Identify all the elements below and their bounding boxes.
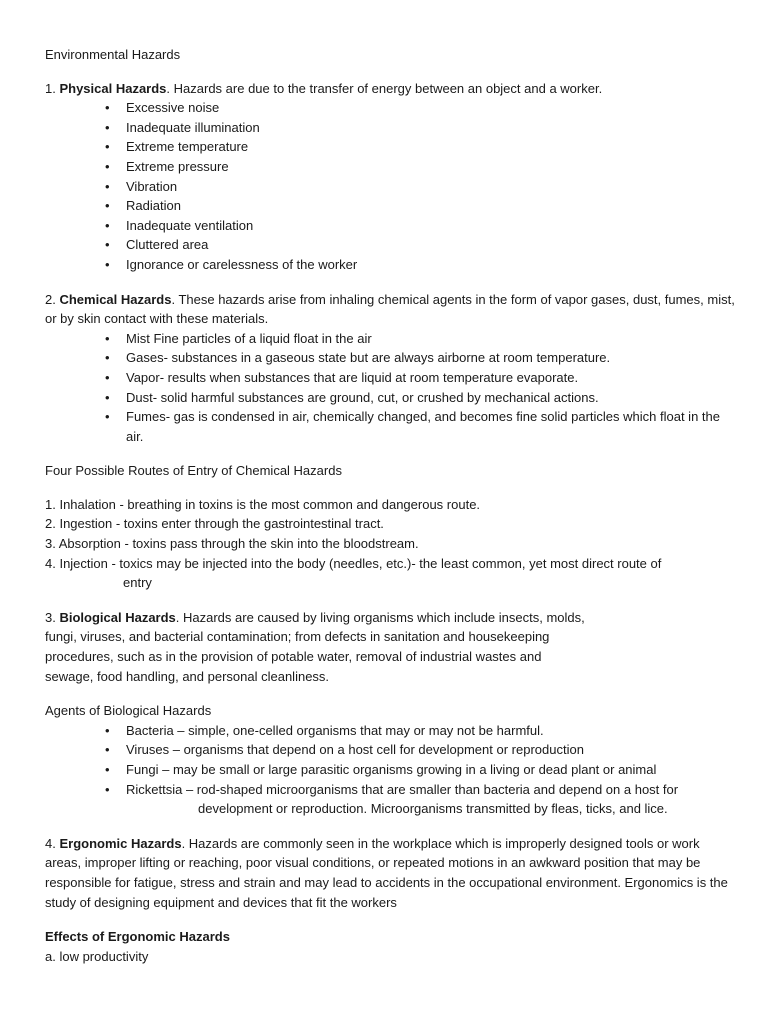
- route-item: 3. Absorption - toxins pass through the skin into the bloodstream.: [45, 536, 419, 552]
- route-item: 2. Ingestion - toxins enter through the gastrointestinal tract.: [45, 516, 384, 532]
- list-item: • Ignorance or carelessness of the worker: [126, 255, 735, 275]
- physical-number: 1.: [45, 80, 56, 96]
- list-item: • Extreme temperature: [126, 137, 735, 157]
- list-item-text: Rickettsia – rod-shaped microorganisms that are smaller than bacteria and depend on a host for: [126, 781, 679, 797]
- list-item: • Inadequate illumination: [126, 118, 735, 138]
- ergonomic-number: 4.: [45, 835, 56, 851]
- document-page: [45, 45, 735, 966]
- list-item: • Radiation: [126, 196, 735, 216]
- list-item: [126, 780, 735, 819]
- biological-hazards-desc: . Hazards are caused by living organisms which include insects, molds, fungi, viruses, and bacterial contamination; from defects in sanitation and housekeeping procedures, such as in the provision of potable water, removal of industrial wastes and sewage, food handling, and personal cleanliness.: [45, 609, 585, 684]
- effect-item: a. low productivity: [45, 948, 149, 964]
- list-item: • Dust- solid harmful substances are ground, cut, or crushed by mechanical actions.: [126, 388, 735, 408]
- list-item: • Gases- substances in a gaseous state but are always airborne at room temperature.: [126, 348, 735, 368]
- biological-hazards-title: Biological Hazards: [59, 609, 176, 625]
- chemical-hazards-list: [45, 329, 735, 447]
- chemical-hazards-desc: . These hazards arise from inhaling chemical agents in the form of vapor gases, dust, fumes, mist, or by skin contact with these materials.: [45, 291, 735, 327]
- biological-hazards-intro: [45, 608, 585, 686]
- physical-hazards-list: [45, 98, 735, 274]
- list-item: • Excessive noise: [126, 98, 735, 118]
- chemical-hazards-intro: [45, 290, 735, 329]
- document-title: Environmental Hazards: [45, 47, 181, 62]
- route-item: 1. Inhalation - breathing in toxins is the most common and dangerous route.: [45, 496, 481, 512]
- list-item: • Inadequate ventilation: [126, 216, 735, 236]
- list-item: • Viruses – organisms that depend on a host cell for development or reproduction: [126, 740, 735, 760]
- biological-agents-heading: Agents of Biological Hazards: [45, 703, 212, 719]
- ergonomic-hazards-title: Ergonomic Hazards: [59, 835, 182, 851]
- route-item: [45, 554, 735, 593]
- list-item: • Extreme pressure: [126, 157, 735, 177]
- list-item: • Bacteria – simple, one-celled organisms that may or may not be harmful.: [126, 721, 735, 741]
- effects-heading: Effects of Ergonomic Hazards: [45, 929, 230, 945]
- list-item-continuation: development or reproduction. Microorganisms transmitted by fleas, ticks, and lice.: [198, 801, 668, 817]
- biological-agents-list: [45, 721, 735, 819]
- physical-hazards-title: Physical Hazards: [59, 80, 167, 96]
- chemical-hazards-title: Chemical Hazards: [59, 291, 172, 307]
- list-item: • Mist Fine particles of a liquid float in the air: [126, 329, 735, 349]
- ergonomic-hazards-intro: [45, 834, 735, 912]
- list-item: • Fungi – may be small or large parasitic organisms growing in a living or dead plant or animal: [126, 760, 735, 780]
- routes-heading: Four Possible Routes of Entry of Chemical Hazards: [45, 463, 342, 479]
- biological-number: 3.: [45, 609, 56, 625]
- list-item: • Vapor- results when substances that are liquid at room temperature evaporate.: [126, 368, 735, 388]
- list-item: • Cluttered area: [126, 235, 735, 255]
- route-item-text: 4. Injection - toxics may be injected into the body (needles, etc.)- the least common, yet most direct route of: [45, 555, 662, 571]
- chemical-number: 2.: [45, 291, 56, 307]
- list-item: • Fumes- gas is condensed in air, chemically changed, and becomes fine solid particles which float in the air.: [126, 407, 735, 446]
- physical-hazards-desc: . Hazards are due to the transfer of energy between an object and a worker.: [166, 80, 603, 96]
- physical-hazards-intro: [45, 79, 735, 99]
- ergonomic-hazards-desc: . Hazards are commonly seen in the workplace which is improperly designed tools or work areas, improper lifting or reaching, poor visual conditions, or repeated motions in an awkward position that may be responsible for fatigue, stress and strain and may lead to accidents in the occupational environment. Ergonomics is the study of designing equipment and devices that fit the workers: [45, 835, 728, 910]
- list-item: • Vibration: [126, 177, 735, 197]
- route-item-continuation: entry: [123, 575, 152, 591]
